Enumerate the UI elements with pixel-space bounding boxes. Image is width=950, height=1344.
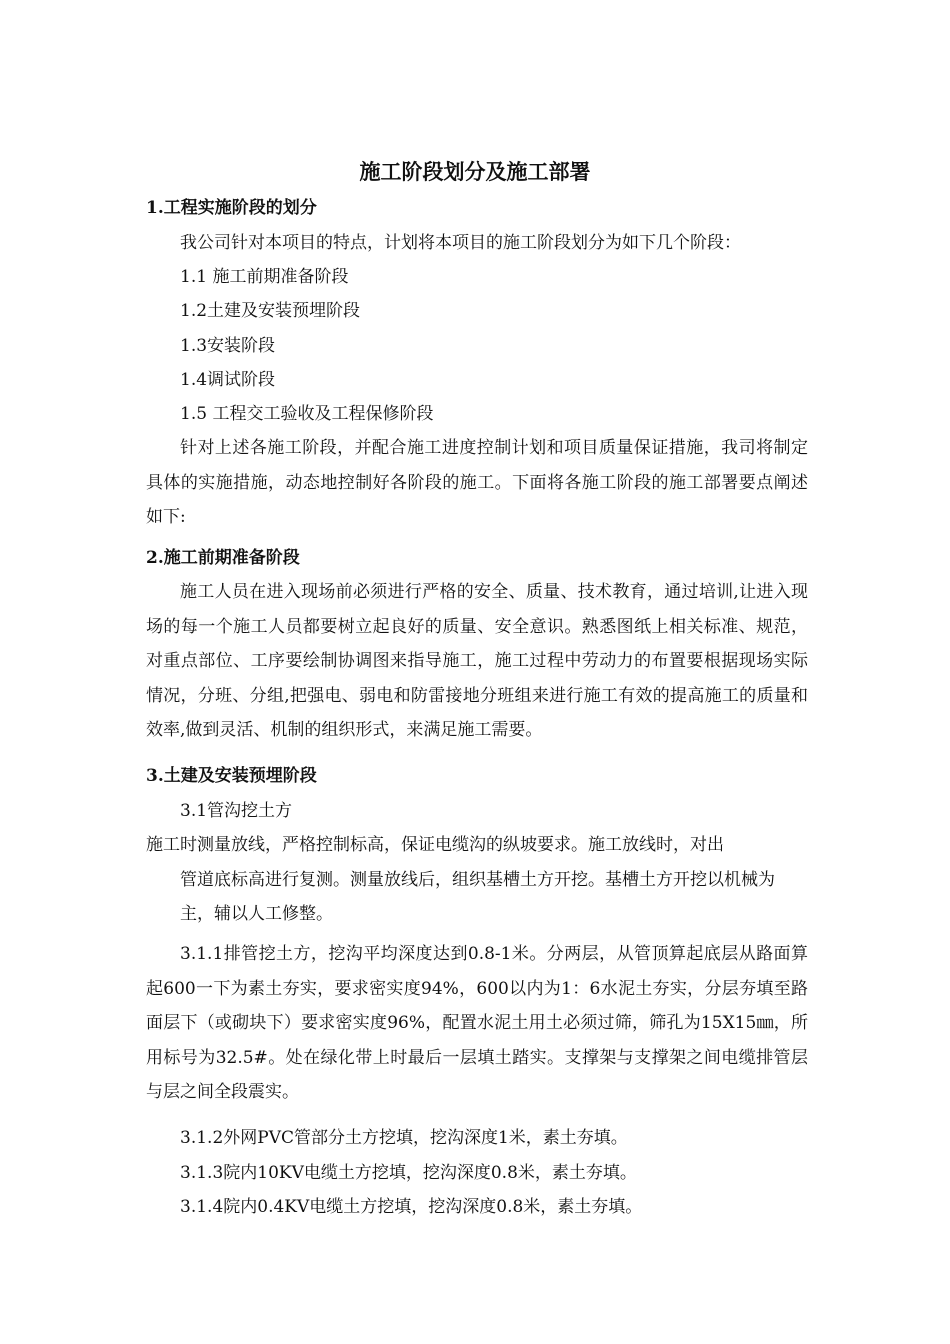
page-title: 施工阶段划分及施工部署 xyxy=(359,159,591,184)
section-3-1-paragraph-rest: 管道底标高进行复测。测量放线后，组织基槽土方开挖。基槽土方开挖以机械为主，辅以人工修整。 xyxy=(180,869,775,924)
section-3-1-paragraph xyxy=(146,828,808,932)
section-3-1-paragraph-first-line: 施工时测量放线，严格控制标高，保证电缆沟的纵坡要求。施工放线时，对出 xyxy=(146,835,724,855)
section-1-summary: 针对上述各施工阶段，并配合施工进度控制计划和项目质量保证措施，我司将制定具体的实施措施，动态地控制好各阶段的施工。下面将各施工阶段的施工部署要点阐述如下: xyxy=(146,438,808,527)
section-3-1-subheading: 3.1管沟挖土方 xyxy=(180,801,293,821)
section-2-heading: 2.施工前期准备阶段 xyxy=(146,548,300,568)
section-1-item-5: 1.5 工程交工验收及工程保修阶段 xyxy=(180,404,434,424)
section-3-1-2-item: 3.1.2外网PVC管部分土方挖填，挖沟深度1米，素土夯填。 xyxy=(180,1128,628,1148)
section-3-1-1-paragraph: 3.1.1排管挖土方，挖沟平均深度达到0.8-1米。分两层，从管顶算起底层从路面算起600一下为素土夯实，要求密实度94%，600以内为1：6水泥土夯实，分层夯填至路面层下（或砌块下）要求密实度96%，配置水泥土用土必须过筛，筛孔为15X15㎜，所用标号为32.5#。处在绿化带上时最后一层填土踏实。支撑架与支撑架之间电缆排管层与层之间全段震实。 xyxy=(146,944,808,1102)
section-1-item-4: 1.4调试阶段 xyxy=(180,370,276,390)
section-1-item-3: 1.3安装阶段 xyxy=(180,336,276,356)
section-1-heading: 1.工程实施阶段的划分 xyxy=(146,198,317,218)
section-1-item-1: 1.1 施工前期准备阶段 xyxy=(180,267,349,287)
section-2-paragraph: 施工人员在进入现场前必须进行严格的安全、质量、技术教育，通过培训,让进入现场的每一个施工人员都要树立起良好的质量、安全意识。熟悉图纸上相关标准、规范，对重点部位、工序要绘制协调图来指导施工，施工过程中劳动力的布置要根据现场实际情况，分班、分组,把强电、弱电和防雷接地分班组来进行施工有效的提高施工的质量和效率,做到灵活、机制的组织形式，来满足施工需要。 xyxy=(146,582,808,740)
section-3-1-4-item: 3.1.4院内0.4KV电缆土方挖填，挖沟深度0.8米，素土夯填。 xyxy=(180,1197,643,1217)
section-3-1-3-item: 3.1.3院内10KV电缆土方挖填，挖沟深度0.8米，素土夯填。 xyxy=(180,1163,637,1183)
section-1-intro: 我公司针对本项目的特点，计划将本项目的施工阶段划分为如下几个阶段： xyxy=(180,233,741,253)
section-1-item-2: 1.2土建及安装预埋阶段 xyxy=(180,301,361,321)
section-3-heading: 3.土建及安装预埋阶段 xyxy=(146,766,317,786)
